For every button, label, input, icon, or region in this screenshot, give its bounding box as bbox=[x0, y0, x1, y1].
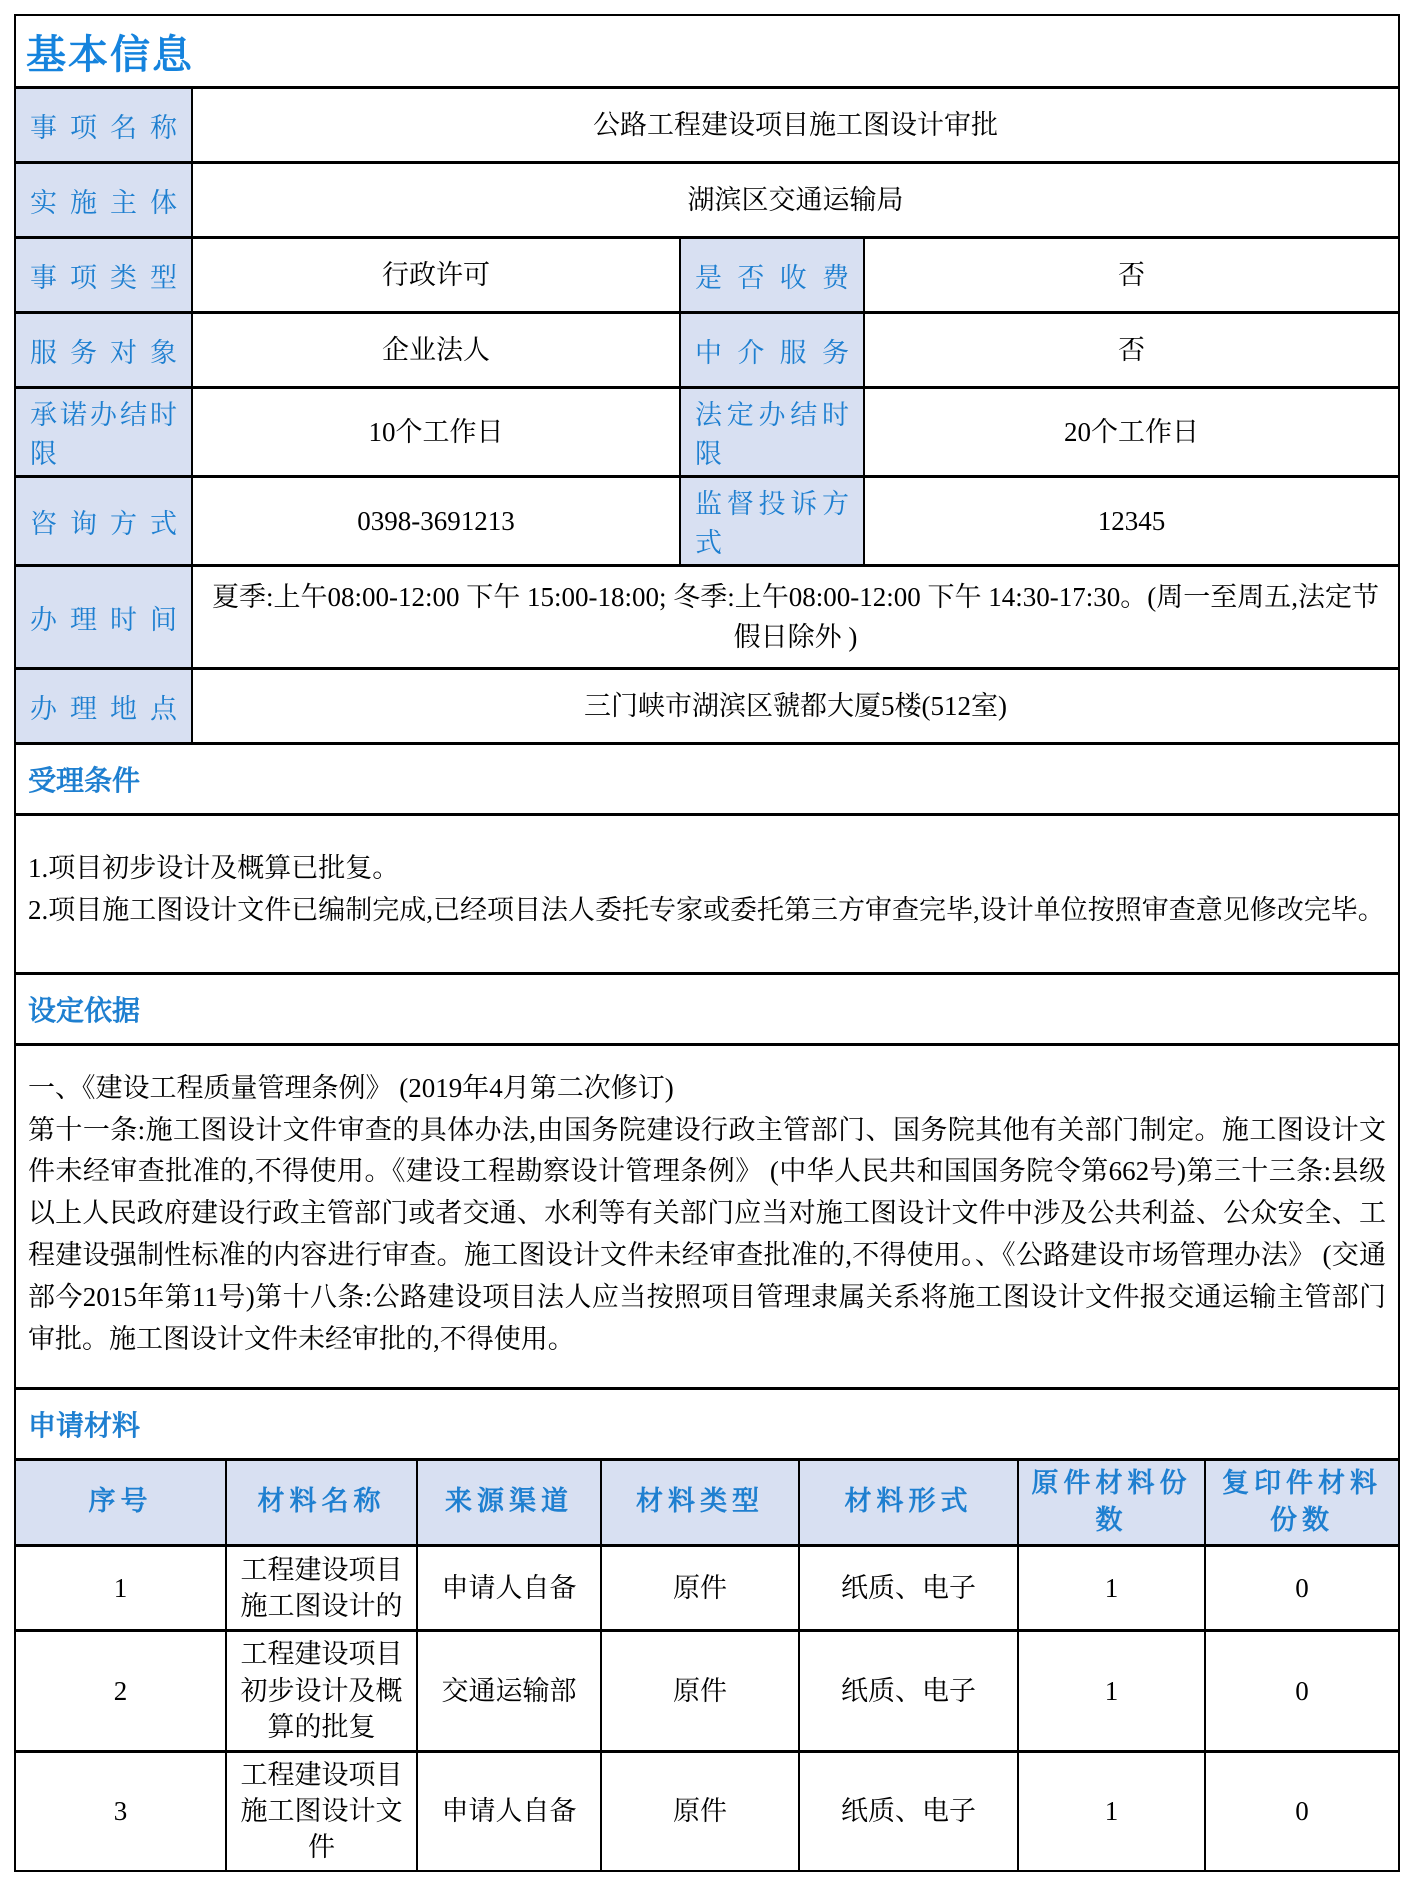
section-paragraph: 2.项目施工图设计文件已编制完成,已经项目法人委托专家或委托第三方审查完毕,设计单位按照审查意见修改完毕。 bbox=[28, 894, 1385, 925]
materials-column-header: 材料形式 bbox=[799, 1461, 1018, 1546]
materials-cell: 1 bbox=[1018, 1631, 1205, 1751]
materials-cell: 纸质、电子 bbox=[799, 1751, 1018, 1870]
section-title: 设定依据 bbox=[28, 995, 141, 1027]
materials-row bbox=[16, 1751, 1398, 1870]
materials-header-row bbox=[16, 1461, 1398, 1546]
section-paragraph: 一、《建设工程质量管理条例》 (2019年4月第二次修订) bbox=[28, 1072, 674, 1103]
materials-cell: 原件 bbox=[601, 1751, 799, 1870]
field-label: 实施主体 bbox=[16, 163, 192, 238]
field-label: 承诺办结时限 bbox=[16, 388, 192, 477]
section-paragraph: 1.项目初步设计及概算已批复。 bbox=[28, 853, 400, 883]
field-label: 咨询方式 bbox=[16, 477, 192, 566]
service-info-document bbox=[14, 14, 1400, 1872]
basic-info-row bbox=[16, 163, 1398, 238]
materials-column-header: 材料名称 bbox=[226, 1461, 417, 1546]
materials-column-header: 来源渠道 bbox=[417, 1461, 601, 1546]
basic-info-row bbox=[16, 566, 1398, 669]
materials-cell: 工程建设项目施工图设计的 bbox=[226, 1546, 417, 1631]
field-value: 公路工程建设项目施工图设计审批 bbox=[192, 89, 1398, 163]
field-label: 事项名称 bbox=[16, 89, 192, 163]
materials-column-header: 原件材料份数 bbox=[1018, 1461, 1205, 1546]
basic-info-row bbox=[16, 238, 1398, 313]
section-title: 受理条件 bbox=[28, 766, 141, 797]
field-label: 中介服务 bbox=[680, 313, 864, 388]
section-paragraph: 第十一条:施工图设计文件审查的具体办法,由国务院建设行政主管部门、国务院其他有关部门制定。施工图设计文件未经审查批准的,不得使用。《建设工程勘察设计管理条例》 (中华人民共和国国务院令第662号)第三十三条:县级以上人民政府建设行政主管部门或者交通、水利等有关部门应当对施工图设计文件中涉及公共利益、公众安全、工程建设强制性标准的内容进行审查。施工图设计文件未经审查批准的,不得使用。、《公路建设市场管理办法》 (交通部今2015年第11号)第十八条:公路建设项目法人应当按照项目管理隶属关系将施工图设计文件报交通运输主管部门审批。施工图设计文件未经审批的,不得使用。 bbox=[28, 1114, 1386, 1354]
field-label: 办理地点 bbox=[16, 669, 192, 744]
basic-info-row bbox=[16, 477, 1398, 566]
field-value: 10个工作日 bbox=[192, 388, 680, 477]
application-materials-table bbox=[16, 1461, 1398, 1870]
section-title: 申请材料 bbox=[28, 1410, 141, 1442]
materials-cell: 0 bbox=[1205, 1546, 1398, 1631]
materials-cell: 2 bbox=[16, 1631, 226, 1751]
field-value: 三门峡市湖滨区虢都大厦5楼(512室) bbox=[192, 669, 1398, 744]
field-value: 0398-3691213 bbox=[192, 477, 680, 566]
materials-cell: 1 bbox=[16, 1546, 226, 1631]
materials-cell: 1 bbox=[1018, 1546, 1205, 1631]
field-label: 服务对象 bbox=[16, 313, 192, 388]
basic-info-table bbox=[16, 89, 1398, 745]
materials-cell: 工程建设项目施工图设计文件 bbox=[226, 1751, 417, 1870]
materials-column-header: 复印件材料份数 bbox=[1205, 1461, 1398, 1546]
basic-info-row bbox=[16, 669, 1398, 744]
materials-cell: 1 bbox=[1018, 1751, 1205, 1870]
materials-cell: 申请人自备 bbox=[417, 1751, 601, 1870]
section-heading-application-materials bbox=[16, 1390, 1398, 1461]
materials-cell: 纸质、电子 bbox=[799, 1546, 1018, 1631]
field-value: 否 bbox=[864, 238, 1398, 313]
materials-cell: 原件 bbox=[601, 1631, 799, 1751]
materials-column-header: 序号 bbox=[16, 1461, 226, 1546]
field-value: 湖滨区交通运输局 bbox=[192, 163, 1398, 238]
section-body-acceptance-conditions bbox=[16, 816, 1398, 975]
materials-cell: 纸质、电子 bbox=[799, 1631, 1018, 1751]
field-value: 行政许可 bbox=[192, 238, 680, 313]
field-value: 12345 bbox=[864, 477, 1398, 566]
materials-row bbox=[16, 1631, 1398, 1751]
field-label: 是否收费 bbox=[680, 238, 864, 313]
basic-info-row bbox=[16, 313, 1398, 388]
field-value: 企业法人 bbox=[192, 313, 680, 388]
basic-info-row bbox=[16, 89, 1398, 163]
field-value: 否 bbox=[864, 313, 1398, 388]
materials-column-header: 材料类型 bbox=[601, 1461, 799, 1546]
field-label: 事项类型 bbox=[16, 238, 192, 313]
field-label: 办理时间 bbox=[16, 566, 192, 669]
field-value: 20个工作日 bbox=[864, 388, 1398, 477]
materials-cell: 工程建设项目初步设计及概算的批复 bbox=[226, 1631, 417, 1751]
section-heading-legal-basis bbox=[16, 975, 1398, 1046]
basic-info-row bbox=[16, 388, 1398, 477]
materials-cell: 原件 bbox=[601, 1546, 799, 1631]
field-value: 夏季:上午08:00-12:00 下午 15:00-18:00; 冬季:上午08:00-12:00 下午 14:30-17:30。(周一至周五,法定节假日除外 ) bbox=[192, 566, 1398, 669]
section-body-legal-basis bbox=[16, 1046, 1398, 1390]
document-title-row bbox=[16, 16, 1398, 89]
materials-cell: 0 bbox=[1205, 1751, 1398, 1870]
field-label: 监督投诉方式 bbox=[680, 477, 864, 566]
materials-cell: 0 bbox=[1205, 1631, 1398, 1751]
materials-cell: 申请人自备 bbox=[417, 1546, 601, 1631]
materials-row bbox=[16, 1546, 1398, 1631]
page-title: 基本信息 bbox=[26, 31, 194, 77]
materials-cell: 交通运输部 bbox=[417, 1631, 601, 1751]
materials-cell: 3 bbox=[16, 1751, 226, 1870]
field-label: 法定办结时限 bbox=[680, 388, 864, 477]
section-heading-acceptance-conditions bbox=[16, 745, 1398, 816]
